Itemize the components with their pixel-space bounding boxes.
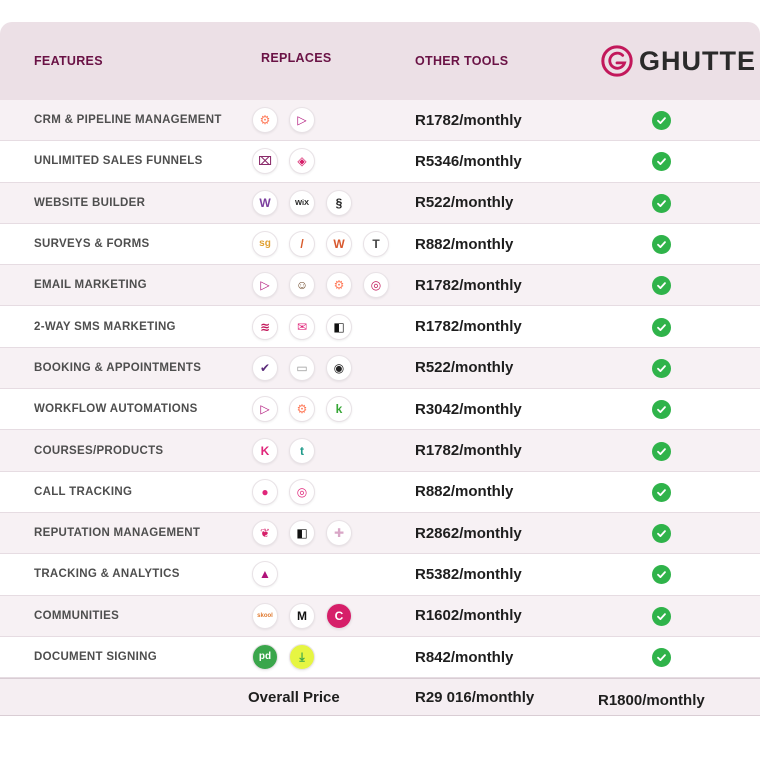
feature-label: DOCUMENT SIGNING bbox=[34, 651, 157, 663]
funnel-builder-icon: ⌧ bbox=[252, 148, 278, 174]
table-row bbox=[0, 348, 760, 389]
other-tools-price: R5346/monthly bbox=[415, 152, 522, 170]
replaced-tools bbox=[252, 265, 389, 305]
check-icon bbox=[652, 400, 671, 419]
brand-name: GHUTTE bbox=[639, 45, 756, 76]
play-arrow-icon: ▷ bbox=[252, 272, 278, 298]
check-icon bbox=[652, 648, 671, 667]
replaced-tools bbox=[252, 389, 352, 429]
teachable-icon: t bbox=[289, 438, 315, 464]
table-row bbox=[0, 472, 760, 513]
calendar-icon: ▭ bbox=[289, 355, 315, 381]
table-row bbox=[0, 100, 760, 141]
puzzle-icon: ✚ bbox=[326, 520, 352, 546]
other-tools-price: R1782/monthly bbox=[415, 318, 522, 336]
replaced-tools bbox=[252, 430, 315, 470]
feature-label: WORKFLOW AUTOMATIONS bbox=[34, 403, 198, 416]
table-row bbox=[0, 183, 760, 224]
check-icon bbox=[652, 111, 671, 130]
check-icon bbox=[652, 276, 671, 295]
layers-icon: ◈ bbox=[289, 148, 315, 174]
replaced-tools bbox=[252, 513, 352, 553]
replaced-tools bbox=[252, 637, 315, 677]
check-icon bbox=[652, 442, 671, 461]
check-icon bbox=[652, 359, 671, 378]
table-row bbox=[0, 513, 760, 554]
other-tools-price: R5382/monthly bbox=[415, 565, 522, 583]
check-icon bbox=[652, 607, 671, 626]
envelope-icon: ✉ bbox=[289, 314, 315, 340]
table-row bbox=[0, 224, 760, 265]
callrail-icon: ◎ bbox=[289, 479, 315, 505]
check-icon bbox=[652, 152, 671, 171]
acuity-icon: ◉ bbox=[326, 355, 352, 381]
hubspot-icon: ⚙ bbox=[252, 107, 278, 133]
stacked-chevrons-icon: ≋ bbox=[252, 314, 278, 340]
ghutte-brand bbox=[600, 22, 756, 100]
table-row bbox=[0, 554, 760, 595]
ghutte-logo-icon bbox=[600, 44, 634, 78]
hubspot-icon: ⚙ bbox=[326, 272, 352, 298]
other-tools-price: R2862/monthly bbox=[415, 524, 522, 542]
overall-price-row bbox=[0, 678, 760, 716]
mailchimp-icon: ☺ bbox=[289, 272, 315, 298]
other-tools-price: R1782/monthly bbox=[415, 111, 522, 129]
ghutte-total: R1800/monthly bbox=[598, 691, 705, 709]
feature-label: COMMUNITIES bbox=[34, 609, 120, 622]
other-tools-price: R882/monthly bbox=[415, 483, 514, 501]
feature-label: CALL TRACKING bbox=[34, 485, 133, 498]
table-row bbox=[0, 389, 760, 430]
kajabi-icon: K bbox=[252, 438, 278, 464]
feature-label: COURSES/PRODUCTS bbox=[34, 444, 164, 457]
feature-label: BOOKING & APPOINTMENTS bbox=[34, 361, 202, 374]
play-arrow-icon: ▷ bbox=[289, 107, 315, 133]
replaced-tools bbox=[252, 224, 389, 264]
podium-icon: ◧ bbox=[289, 520, 315, 546]
other-tools-column-header: OTHER TOOLS bbox=[415, 54, 509, 68]
table-row bbox=[0, 265, 760, 306]
replaced-tools bbox=[252, 306, 352, 346]
feature-label: 2-WAY SMS MARKETING bbox=[34, 320, 176, 333]
features-column-header: FEATURES bbox=[34, 54, 103, 68]
wix-icon: WiX bbox=[289, 190, 315, 216]
check-icon bbox=[652, 524, 671, 543]
squarespace-icon: § bbox=[326, 190, 352, 216]
surveygizmo-icon: sg bbox=[252, 231, 278, 257]
check-icon bbox=[652, 235, 671, 254]
table-row bbox=[0, 306, 760, 347]
feature-rows bbox=[0, 100, 760, 678]
hubspot-icon: ⚙ bbox=[289, 396, 315, 422]
skool-icon: skool bbox=[252, 603, 278, 629]
feature-label: EMAIL MARKETING bbox=[34, 279, 147, 292]
keap-icon: k bbox=[326, 396, 352, 422]
target-icon: ◎ bbox=[363, 272, 389, 298]
wufoo-icon: W bbox=[326, 231, 352, 257]
replaced-tools bbox=[252, 100, 315, 140]
other-tools-total: R29 016/monthly bbox=[415, 688, 535, 706]
other-tools-price: R1602/monthly bbox=[415, 607, 522, 625]
table-row bbox=[0, 637, 760, 678]
replaced-tools bbox=[252, 596, 352, 636]
feature-label: REPUTATION MANAGEMENT bbox=[34, 527, 201, 540]
comparison-table bbox=[0, 22, 760, 716]
check-icon bbox=[652, 318, 671, 337]
table-row bbox=[0, 596, 760, 637]
feature-label: WEBSITE BUILDER bbox=[34, 196, 146, 209]
location-pin-icon: ● bbox=[252, 479, 278, 505]
table-row bbox=[0, 141, 760, 182]
replaced-tools bbox=[252, 348, 352, 388]
replaces-column-header: REPLACES bbox=[261, 51, 332, 65]
other-tools-price: R522/monthly bbox=[415, 194, 514, 212]
feature-label: UNLIMITED SALES FUNNELS bbox=[34, 155, 203, 168]
typeform-icon: T bbox=[363, 231, 389, 257]
download-icon: ⤓ bbox=[289, 644, 315, 670]
other-tools-price: R1782/monthly bbox=[415, 442, 522, 460]
analytics-icon: ▲ bbox=[252, 561, 278, 587]
replaced-tools bbox=[252, 183, 352, 223]
check-circle-icon: ✔ bbox=[252, 355, 278, 381]
pandadoc-icon: pd bbox=[252, 644, 278, 670]
feature-label: CRM & PIPELINE MANAGEMENT bbox=[34, 114, 222, 127]
check-icon bbox=[652, 483, 671, 502]
replaced-tools bbox=[252, 141, 315, 181]
other-tools-price: R1782/monthly bbox=[415, 276, 522, 294]
play-arrow-icon: ▷ bbox=[252, 396, 278, 422]
check-icon bbox=[652, 194, 671, 213]
feature-label: SURVEYS & FORMS bbox=[34, 238, 150, 251]
check-icon bbox=[652, 565, 671, 584]
replaced-tools bbox=[252, 554, 278, 594]
mighty-networks-icon: M bbox=[289, 603, 315, 629]
birdeye-icon: ❦ bbox=[252, 520, 278, 546]
other-tools-price: R522/monthly bbox=[415, 359, 514, 377]
other-tools-price: R3042/monthly bbox=[415, 400, 522, 418]
wordpress-icon: W bbox=[252, 190, 278, 216]
circle-icon: C bbox=[326, 603, 352, 629]
replaced-tools bbox=[252, 472, 315, 512]
table-header bbox=[0, 22, 760, 100]
feature-label: TRACKING & ANALYTICS bbox=[34, 568, 180, 581]
pen-icon: / bbox=[289, 231, 315, 257]
podium-icon: ◧ bbox=[326, 314, 352, 340]
overall-price-label: Overall Price bbox=[248, 688, 340, 706]
other-tools-price: R842/monthly bbox=[415, 648, 514, 666]
table-row bbox=[0, 430, 760, 471]
other-tools-price: R882/monthly bbox=[415, 235, 514, 253]
